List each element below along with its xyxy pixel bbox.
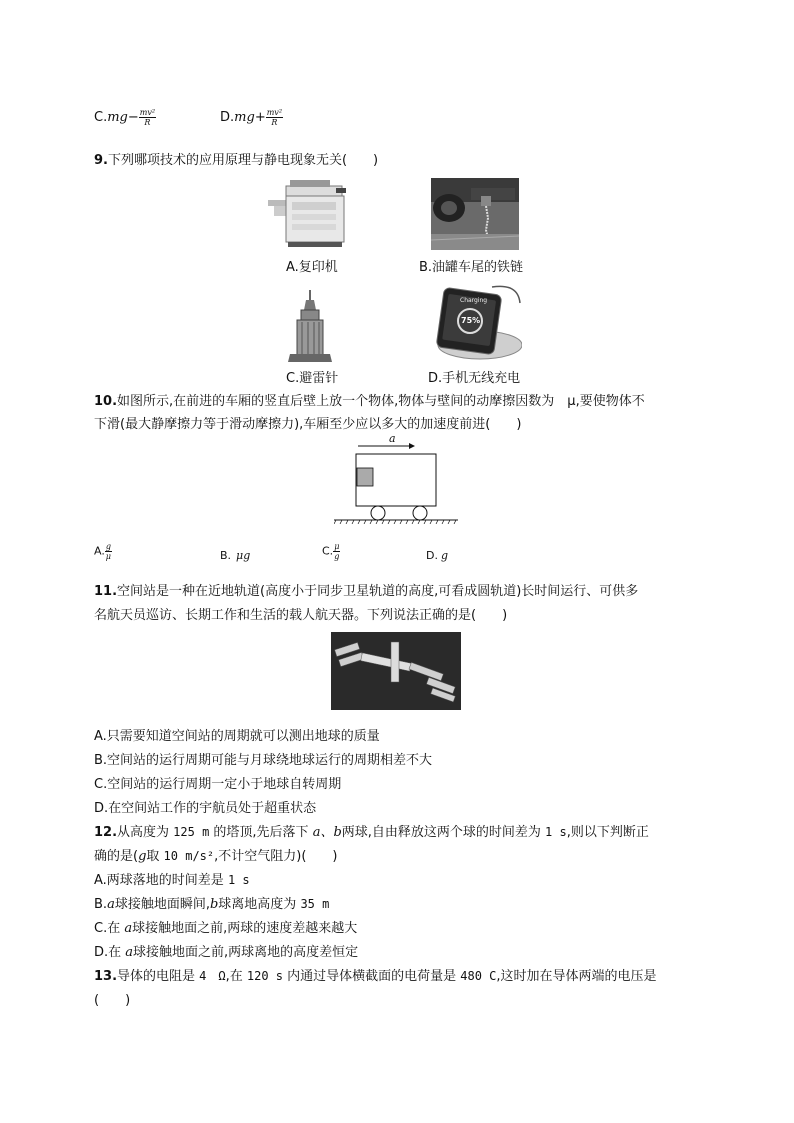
- q9-caption-d: D.手机无线充电: [428, 371, 521, 386]
- wireless-charger-image: [432, 283, 522, 363]
- q10-stem-line2: 下滑(最大静摩擦力等于滑动摩擦力),车厢至少应以多大的加速度前进( ): [94, 417, 522, 432]
- q12-l2d: 10 m/s²: [163, 849, 215, 863]
- q10-option-d: [426, 549, 448, 562]
- q10-option-c-fraction: [333, 542, 340, 561]
- q12-l1c: 的塔顶,先后落下: [209, 825, 313, 840]
- q10-option-c: [322, 542, 340, 561]
- q10-option-c-label: C.: [322, 544, 334, 558]
- q12-l1f: 1 s: [545, 825, 567, 839]
- q10-option-c-den: g: [334, 552, 340, 561]
- q12-l2c: 取: [146, 849, 164, 864]
- q12-opt-c-label: C.在: [94, 921, 125, 936]
- q8-option-c-fraction: [139, 108, 156, 127]
- q9-stem: [94, 149, 378, 168]
- phone-screen-percent: 75%: [461, 316, 481, 325]
- q12-opt-d-a: a: [125, 945, 134, 960]
- q11-option-c: C.空间站的运行周期一定小于地球自转周期: [94, 777, 342, 792]
- q12-opt-d-text: 球接触地面之前,两球离地的高度差恒定: [133, 945, 359, 960]
- q11-stem-line1: [94, 580, 638, 599]
- q10-option-d-label: D.: [426, 549, 438, 562]
- q13-stem-line1: [94, 965, 657, 984]
- q13-l1f: 480 C: [460, 969, 497, 983]
- q8-option-d-op: +: [254, 110, 266, 125]
- q12-opt-d-label: D.在: [94, 945, 126, 960]
- q8-option-d-fraction: [266, 108, 283, 127]
- q10-option-b-label: B.: [220, 549, 232, 562]
- q10-option-d-text: g: [440, 549, 449, 562]
- q12-opt-c-a: a: [124, 921, 133, 936]
- q9-number: 9.: [94, 153, 108, 168]
- q13-l1c: ,在: [225, 969, 247, 984]
- q10-option-c-num: μ: [334, 542, 340, 551]
- q12-l2b: g: [138, 849, 147, 864]
- q12-option-c: [94, 917, 357, 936]
- q12-opt-a-value: 1 s: [227, 873, 250, 887]
- q12-l1g: ,则以下判断正: [566, 825, 649, 840]
- q11-option-a: A.只需要知道空间站的周期就可以测出地球的质量: [94, 729, 380, 744]
- q8-option-d-den: R: [271, 118, 278, 127]
- q8-option-c: [94, 108, 156, 127]
- q8-option-c-num: mv²: [139, 108, 156, 117]
- q10-option-a-fraction: [105, 542, 112, 561]
- q12-opt-b-b: b: [209, 897, 219, 912]
- q13-l1e: 内通过导体横截面的电荷量是: [283, 969, 461, 984]
- phone-screen-brand: Charging: [460, 297, 488, 304]
- q12-l2e: ,不计空气阻力)( ): [214, 849, 338, 864]
- q12-opt-b-value: 35 m: [300, 897, 330, 911]
- q12-option-d: [94, 941, 358, 960]
- q10-line1-text: 如图所示,在前进的车厢的竖直后壁上放一个物体,物体与壁间的动摩擦因数为 μ,要使物体不: [117, 394, 645, 409]
- q12-l2a: 确的是(: [94, 849, 139, 864]
- q10-option-a: [94, 542, 112, 561]
- photocopier-image: [268, 178, 356, 250]
- q12-stem-line1: [94, 821, 649, 840]
- q10-option-b-text: μg: [236, 549, 251, 562]
- q12-l1d: a、b: [312, 825, 342, 840]
- q12-option-a: [94, 869, 250, 888]
- q13-number: 13.: [94, 969, 118, 984]
- q8-option-c-mg: mg: [107, 110, 128, 125]
- q13-l1d: 120 s: [246, 969, 284, 983]
- tanker-chain-image: [431, 178, 519, 250]
- q8-option-c-label: C.: [94, 110, 108, 125]
- q10-option-a-label: A.: [94, 544, 105, 558]
- q12-opt-a-text: A.两球落地的时间差是: [94, 873, 228, 888]
- acceleration-label: a: [389, 432, 396, 445]
- q11-line1-text: 空间站是一种在近地轨道(高度小于同步卫星轨道的高度,可看成圆轨道)长时间运行、可供多: [117, 584, 639, 599]
- q12-l1a: 从高度为: [117, 825, 174, 840]
- q11-option-b: B.空间站的运行周期可能与月球绕地球运行的周期相差不大: [94, 753, 433, 768]
- q8-option-d-label: D.: [220, 110, 235, 125]
- q9-caption-c: C.避雷针: [286, 371, 339, 386]
- q11-option-d: D.在空间站工作的宇航员处于超重状态: [94, 801, 317, 816]
- q8-option-c-op: −: [127, 110, 139, 125]
- q13-l1g: ,这时加在导体两端的电压是: [496, 969, 657, 984]
- q10-number: 10.: [94, 394, 118, 409]
- q8-option-d: [220, 108, 283, 127]
- q12-l1e: 两球,自由释放这两个球的时间差为: [341, 825, 546, 840]
- q12-number: 12.: [94, 825, 118, 840]
- cart-diagram: [334, 432, 458, 524]
- q10-option-a-num: g: [105, 542, 111, 551]
- q11-stem-line2: 名航天员巡访、长期工作和生活的载人航天器。下列说法正确的是( ): [94, 608, 508, 623]
- q12-opt-b-label: B.: [94, 897, 108, 912]
- q13-l1b: 4 Ω: [199, 969, 226, 983]
- q12-opt-b-text1: 球接触地面瞬间,: [114, 897, 210, 912]
- q10-option-a-den: μ: [105, 552, 111, 561]
- q12-opt-b-a: a: [107, 897, 115, 912]
- q13-l1a: 导体的电阻是: [117, 969, 200, 984]
- q12-stem-line2: [94, 845, 337, 864]
- q9-caption-a: A.复印机: [286, 260, 338, 275]
- q12-opt-c-text: 球接触地面之前,两球的速度差越来越大: [132, 921, 358, 936]
- q9-caption-b: B.油罐车尾的铁链: [419, 260, 524, 275]
- q12-l1b: 125 m: [173, 825, 210, 839]
- q8-option-d-mg: mg: [234, 110, 255, 125]
- q10-option-b: [220, 549, 250, 562]
- q11-number: 11.: [94, 584, 118, 599]
- q13-stem-line2: ( ): [94, 993, 131, 1008]
- q10-stem-line1: [94, 390, 645, 409]
- skyscraper-image: [288, 290, 332, 362]
- q9-stem-text: 下列哪项技术的应用原理与静电现象无关( ): [107, 153, 379, 168]
- space-station-image: [331, 632, 461, 710]
- q12-option-b: [94, 893, 329, 912]
- q12-opt-b-text2: 球离地高度为: [218, 897, 301, 912]
- q8-option-c-den: R: [144, 118, 151, 127]
- q8-option-d-num: mv²: [266, 108, 283, 117]
